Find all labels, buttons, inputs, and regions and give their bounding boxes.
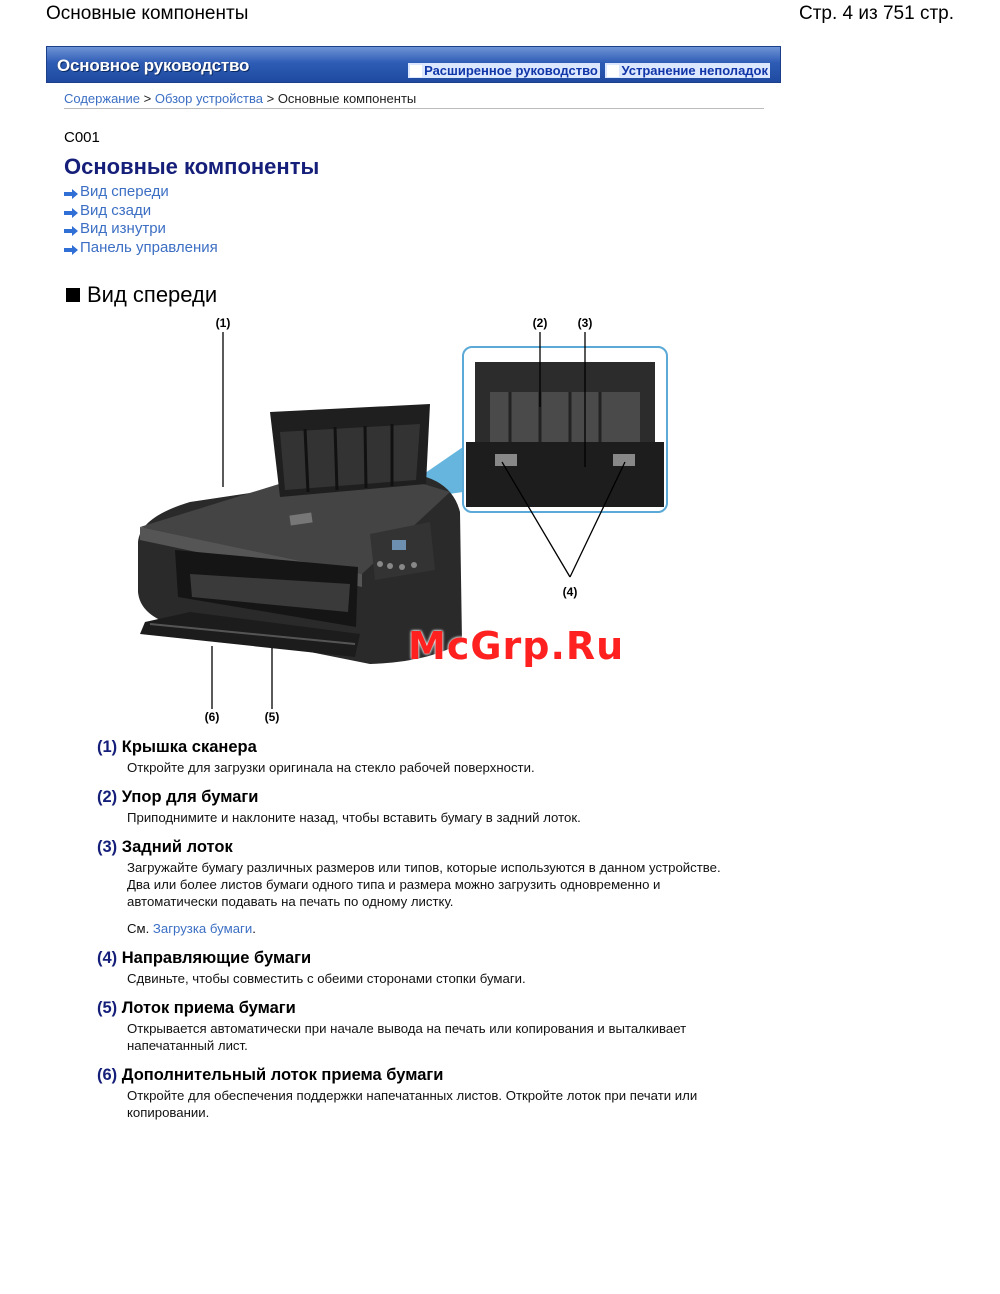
item-title: Крышка сканера [121,738,257,756]
toc-label: Вид спереди [80,183,169,200]
callout-2: (2) [532,316,548,330]
square-icon [410,65,422,77]
section-heading [66,282,217,308]
arrow-right-icon [64,245,78,255]
toc-label: Вид сзади [80,201,152,219]
breadcrumb-separator: > [143,91,152,106]
item-number: (3) [97,838,118,856]
troubleshooting-link[interactable] [605,63,770,78]
toc-label: Вид изнутри [80,220,166,237]
callout-1: (1) [215,316,231,330]
toc-link-front-view[interactable] [64,183,218,202]
square-icon [607,65,619,77]
toc-link-inside-view[interactable] [64,220,218,239]
callout-6: (6) [204,710,220,724]
toc-label: Панель управления [80,238,218,256]
loading-paper-link[interactable]: Загрузка бумаги [152,921,253,936]
item-title: Упор для бумаги [121,788,259,806]
item-title: Лоток приема бумаги [121,999,296,1017]
banner-title[interactable]: Основное руководство [57,56,250,75]
item-description: Открывается автоматически при начале вывода на печать или копирования и выталкивает [127,1021,687,1036]
advanced-guide-label: Расширенное руководство [424,63,598,78]
breadcrumb-overview-link[interactable]: Обзор устройства [154,91,263,106]
item-description: автоматически подавать на печать по одному листку. [127,894,454,909]
manual-banner [46,46,781,83]
page-code: C001 [64,129,100,146]
document-header-title: Основные компоненты [46,3,249,24]
breadcrumb-current: Основные компоненты [277,91,417,106]
printer-front-view-illustration [130,312,690,732]
square-bullet-icon [66,288,80,302]
item-title: Дополнительный лоток приема бумаги [121,1066,444,1084]
list-item [97,999,757,1054]
list-item [97,738,757,776]
item-description: Приподнимите и наклоните назад, чтобы вставить бумагу в задний лоток. [127,810,581,825]
toc-link-rear-view[interactable] [64,202,218,221]
list-item [97,788,757,826]
item-number: (5) [97,999,118,1017]
inset-rear-tray [466,442,664,507]
item-description: напечатанный лист. [127,1038,248,1053]
breadcrumb-divider [64,108,764,109]
breadcrumb-separator: > [266,91,275,106]
breadcrumb [64,91,416,106]
list-item [97,1066,757,1121]
banner-links [406,63,770,80]
callout-4: (4) [562,585,578,599]
section-heading-label: Вид спереди [87,282,218,307]
page-title: Основные компоненты [64,154,320,179]
see-also: См. Загрузка бумаги. [127,921,256,936]
arrow-right-icon [64,208,78,218]
item-title: Направляющие бумаги [121,949,312,967]
item-title: Задний лоток [121,838,233,856]
item-description: Откройте для загрузки оригинала на стекло рабочей поверхности. [127,760,535,775]
arrow-right-icon [64,189,78,199]
callout-3: (3) [577,316,593,330]
page-counter: Стр. 4 из 751 стр. [798,3,954,24]
callout-5: (5) [264,710,280,724]
advanced-guide-link[interactable] [408,63,600,78]
arrow-right-icon [64,226,78,236]
item-description: Сдвиньте, чтобы совместить с обеими сторонами стопки бумаги. [127,971,526,986]
component-list [97,738,757,1133]
list-item [97,949,757,987]
item-number: (2) [97,788,118,806]
toc-link-control-panel[interactable] [64,239,218,258]
item-description: копировании. [127,1105,210,1120]
table-of-contents [64,183,218,257]
item-description: Загружайте бумагу различных размеров или типов, которые используются в данном устройстве. [127,860,721,875]
list-item [97,838,757,937]
troubleshooting-label: Устранение неполадок [621,63,768,78]
item-number: (4) [97,949,118,967]
breadcrumb-contents-link[interactable]: Содержание [64,91,140,106]
item-number: (6) [97,1066,118,1084]
watermark: McGrp.Ru [408,624,625,668]
item-description: Два или более листов бумаги одного типа и размера можно загрузить одновременно и [127,877,661,892]
item-number: (1) [97,738,118,756]
item-description: Откройте для обеспечения поддержки напечатанных листов. Откройте лоток при печати или [127,1088,698,1103]
